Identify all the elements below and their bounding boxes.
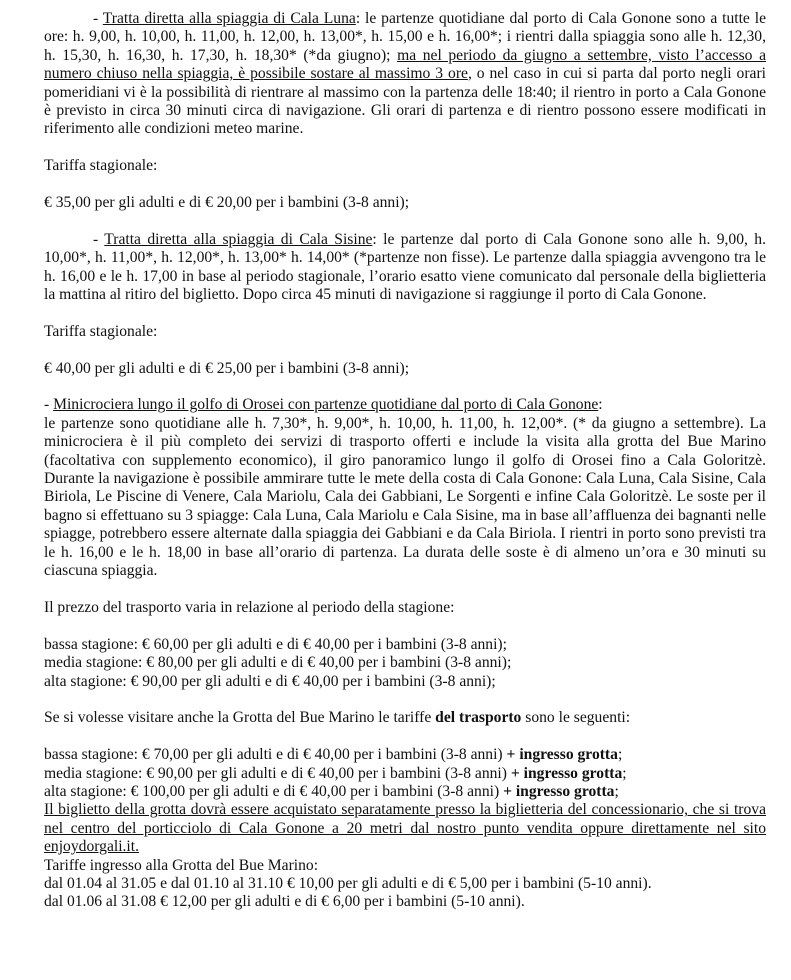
cala-sisine-paragraph <box>44 231 766 305</box>
grotta-price-mid-season <box>44 765 766 783</box>
grotta-intro-text: Se si volesse visitare anche la Grotta del Bue Marino le tariffe <box>44 709 436 727</box>
grotta-price-low-season <box>44 746 766 764</box>
grotta-price-end: ; <box>617 746 623 764</box>
grotta-price-bold: + ingresso grotta <box>506 746 618 764</box>
minicrociera-title: Minicrociera lungo il golfo di Orosei con partenze quotidiane dal porto di Cala Gonone <box>53 396 599 414</box>
grotta-price-end: ; <box>622 764 627 782</box>
tariff-price-1: € 35,00 per gli adulti e di € 20,00 per i bambini (3-8 anni); <box>44 194 410 212</box>
price-high-season: alta stagione: € 90,00 per gli adulti e di € 40,00 per i bambini (3-8 anni); <box>44 672 496 690</box>
cala-luna-body: : le partenze quotidiane dal porto di Cala Gonone sono a tutte le ore: h. 9,00, h. 10,00, h. 11,00, h. 12,00, h. 13,00*, h. 15,00 e h. 16,00*; i rientri dalla spiaggia sono alle h. 12,30, h. 15,30, h. 16,30, h. 17,30, h. 18,30* (*da giugno); <box>44 10 766 64</box>
tariff-price-2: € 40,00 per gli adulti e di € 25,00 per i bambini (3-8 anni); <box>44 359 410 377</box>
grotta-intro-bold: del trasporto <box>435 709 522 727</box>
cala-luna-limit-note: ma nel periodo da giugno a settembre, visto l’accesso a numero chiuso nella spiaggia, è possibile sostare al massimo 3 ore <box>44 46 766 83</box>
grotta-price-text: alta stagione: € 100,00 per gli adulti e di € 40,00 per i bambini (3-8 anni) <box>44 782 504 800</box>
cala-sisine-body: : le partenze dal porto di Cala Gonone sono alle h. 9,00, h. 10,00*, h. 11,00*, h. 12,00*, h. 13,00* h. 14,00* (*partenze non fisse). Le partenze dalla spiaggia avvengono tra le h. 16,00 e le h. 17,00 in base al periodo stagionale, l’orario esatto viene comunicato dal personale della biglietteria la mattina al ritiro del biglietto. Dopo circa 45 minuti di navigazione si raggiunge il porto di Cala Gonone. <box>44 230 767 304</box>
ticket-note: Il biglietto della grotta dovrà essere acquistato separatamente presso la biglietteria del concessionario, che si trova nel centro del porticciolo di Cala Gonone a 20 metri dal nostro punto vendita oppure direttamente nel sito enjoydorgali.it. <box>44 801 766 856</box>
grotta-intro <box>44 709 766 727</box>
grotta-price-high-season <box>44 783 766 801</box>
dash: - <box>93 10 103 27</box>
dash: - <box>93 230 105 248</box>
price-mid-season: media stagione: € 80,00 per gli adulti e di € 40,00 per i bambini (3-8 anni); <box>44 654 512 672</box>
tariff-label-1: Tariffa stagionale: <box>44 157 158 175</box>
colon: : <box>598 396 603 414</box>
grotta-intro-end: sono le seguenti: <box>521 709 631 727</box>
cala-sisine-title: Tratta diretta alla spiaggia di Cala Sisine <box>104 230 373 248</box>
tariff-label-2: Tariffa stagionale: <box>44 322 158 340</box>
minicrociera-body: le partenze sono quotidiane alle h. 7,30*, h. 9,00*, h. 10,00, h. 11,00, h. 12,00*. (* da giugno a settembre). La minicrociera è il più completo dei servizi di trasporto offerti e include la visita alla grotta del Bue Marino (facoltativa con supplemento economico), il giro panoramico lungo il golfo di Orosei fino a Cala Goloritzè. Durante la navigazione è possibile ammirare tutte le mete della costa di Cala Gonone: Cala Luna, Cala Sisine, Cala Biriola, Le Piscine di Venere, Cala Mariolu, Cala dei Gabbiani, Le Sorgenti e infine Cala Goloritzè. Le soste per il bagno si effettuano su 3 spiagge: Cala Luna, Cala Mariolu e Cala Sisine, ma in base all’affluenza dei bagnanti nelle spiagge, potrebbero essere alternate dalla spiaggia dei Gabbiani e da Cala Biriola. I rientri in porto sono previsti tra le h. 16,00 e le h. 18,00 in base all’orario di partenza. La durata delle soste è di almeno un’ora e 30 minuti su ciascuna spiaggia. <box>44 414 766 580</box>
cala-luna-title: Tratta diretta alla spiaggia di Cala Luna <box>102 10 356 27</box>
entry-price-summer: dal 01.06 al 31.08 € 12,00 per gli adulti e di € 6,00 per i bambini (5-10 anni). <box>44 893 525 911</box>
grotta-price-bold: + ingresso grotta <box>510 764 623 782</box>
dash: - <box>44 396 54 414</box>
grotta-price-text: media stagione: € 90,00 per gli adulti e di € 40,00 per i bambini (3-8 anni) <box>44 764 511 782</box>
minicrociera-heading <box>44 396 766 414</box>
price-low-season: bassa stagione: € 60,00 per gli adulti e di € 40,00 per i bambini (3-8 anni); <box>44 635 507 653</box>
cala-luna-paragraph <box>44 10 766 139</box>
entry-price-spring-autumn: dal 01.04 al 31.05 e dal 01.10 al 31.10 € 10,00 per gli adulti e di € 5,00 per i bambini (5-10 anni). <box>44 874 652 892</box>
grotta-price-text: bassa stagione: € 70,00 per gli adulti e di € 40,00 per i bambini (3-8 anni) <box>44 746 507 764</box>
price-intro: Il prezzo del trasporto varia in relazione al periodo della stagione: <box>44 598 455 616</box>
entry-title: Tariffe ingresso alla Grotta del Bue Marino: <box>44 856 319 874</box>
document-page <box>44 10 766 912</box>
grotta-price-end: ; <box>614 782 619 800</box>
cala-luna-body-continued: , o nel caso in cui si parta dal porto negli orari pomeridiani vi è la possibilità di rientrare al massimo con la partenza delle 18:40; il rientro in porto a Cala Gonone è previsto in circa 30 minuti circa di navigazione. Gli orari di partenza e di rientro possono essere modificati in riferimento alle condizioni meteo marine. <box>44 65 766 138</box>
grotta-price-bold: + ingresso grotta <box>503 782 615 800</box>
